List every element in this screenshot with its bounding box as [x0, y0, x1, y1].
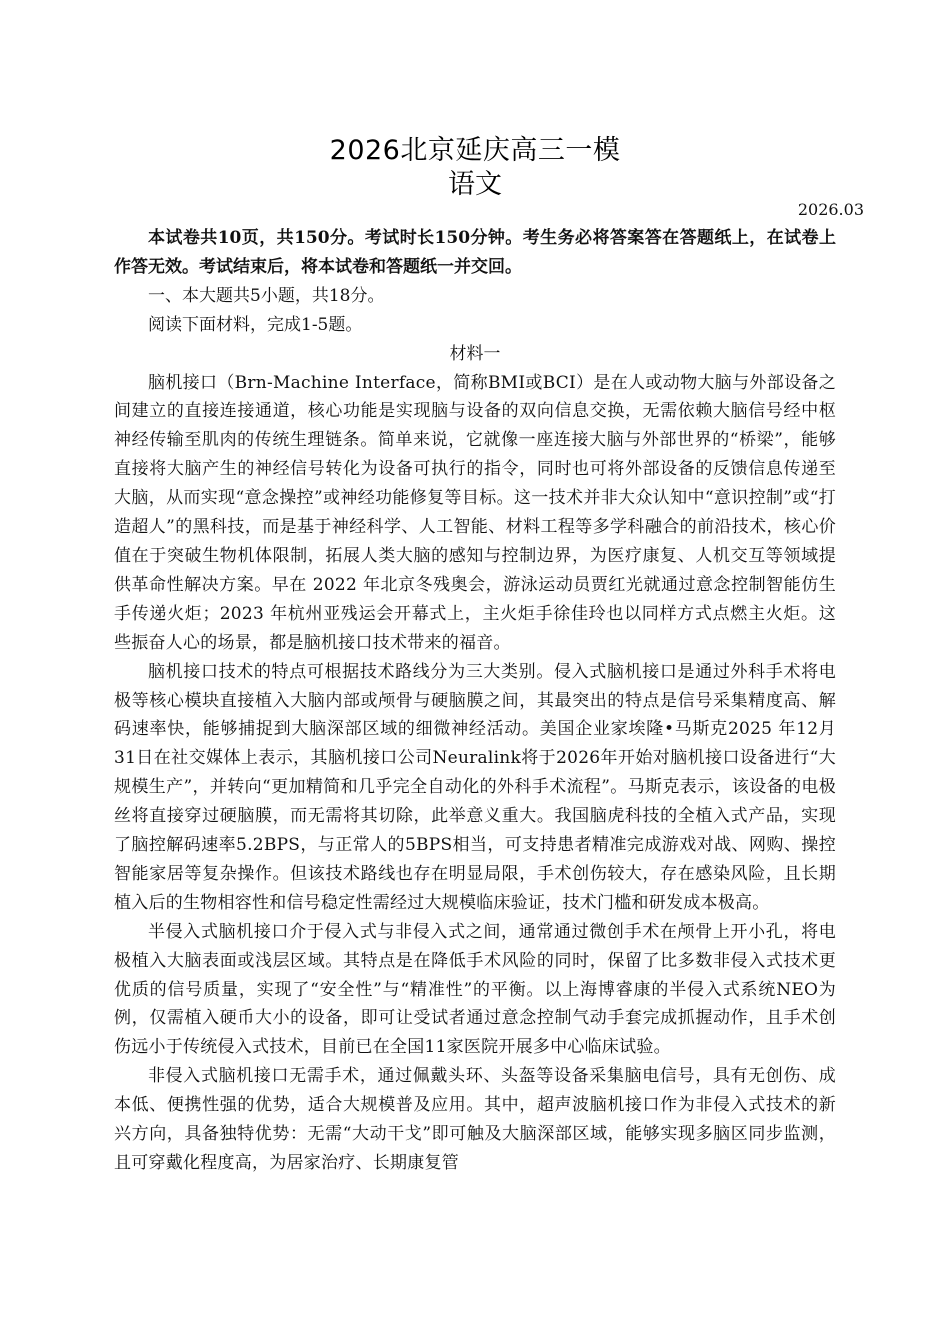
subject-title: 语文: [448, 169, 502, 200]
paragraph-2: 脑机接口技术的特点可根据技术路线分为三大类别。侵入式脑机接口是通过外科手术将电极等核心模块直接植入大脑内部或颅骨与硬脑膜之间，其最突出的特点是信号采集精度高、解码速率快，能够捕捉到大脑深部区域的细微神经活动。美国企业家埃隆•马斯克2025 年12月31日在社交媒体上表示，其脑机接口公司Neuralink将于2026年开始对脑机接口设备进行“大规模生产”，并转向“更加精简和几乎完全自动化的外科手术流程”。马斯克表示，该设备的电极丝将直接穿过硬脑膜，而无需将其切除，此举意义重大。我国脑虎科技的全植入式产品，实现了脑控解码速率5.2BPS，与正常人的5BPS相当，可支持患者精准完成游戏对战、网购、操控智能家居等复杂操作。但该技术路线也存在明显局限，手术创伤较大，存在感染风险，且长期植入后的生物相容性和信号稳定性需经过大规模临床验证，技术门槛和研发成本极高。: [114, 661, 836, 913]
paragraph-4: 非侵入式脑机接口无需手术，通过佩戴头环、头盔等设备采集脑电信号，具有无创伤、成本低、便携性强的优势，适合大规模普及应用。其中，超声波脑机接口作为非侵入式技术的新兴方向，具备独特优势：无需“大动干戈”即可触及大脑深部区域，能够实现多脑区同步监测，且可穿戴化程度高，为居家治疗、长期康复管: [114, 1066, 836, 1173]
paragraph-3: 半侵入式脑机接口介于侵入式与非侵入式之间，通常通过微创手术在颅骨上开小孔，将电极植入大脑表面或浅层区域。其特点是在降低手术风险的同时，保留了比多数非侵入式技术更优质的信号质量，实现了“安全性”与“精准性”的平衡。以上海博睿康的半侵入式系统NEO为例，仅需植入硬币大小的设备，即可让受试者通过意念控制气动手套完成抓握动作，且手术创伤远小于传统侵入式技术，目前已在全国11家医院开展多中心临床试验。: [114, 921, 836, 1058]
exam-date: 2026.03: [797, 200, 864, 219]
exam-title: 2026北京延庆高三一模: [329, 135, 621, 166]
exam-notice: 本试卷共10页，共150分。考试时长150分钟。考生务必将答案答在答题纸上，在试卷上作答无效。考试结束后，将本试卷和答题纸一并交回。: [114, 228, 836, 277]
material-title: 材料一: [449, 343, 501, 364]
reading-instruction: 阅读下面材料，完成1-5题。: [148, 314, 363, 335]
section-heading: 一、本大题共5小题，共18分。: [148, 285, 385, 306]
exam-content: [114, 224, 836, 1178]
paragraph-1: 脑机接口（Brn-Machine Interface，简称BMI或BCI）是在人或动物大脑与外部设备之间建立的直接连接通道，核心功能是实现脑与设备的双向信息交换，无需依赖大脑信号经中枢神经传输至肌肉的传统生理链条。简单来说，它就像一座连接大脑与外部世界的“桥梁”，能够直接将大脑产生的神经信号转化为设备可执行的指令，同时也可将外部设备的反馈信息传递至大脑，从而实现“意念操控”或神经功能修复等目标。这一技术并非大众认知中“意识控制”或“打造超人”的黑科技，而是基于神经科学、人工智能、材料工程等多学科融合的前沿技术，核心价值在于突破生物机体限制，拓展人类大脑的感知与控制边界，为医疗康复、人机交互等领域提供革命性解决方案。早在 2022 年北京冬残奥会，游泳运动员贾红光就通过意念控制智能仿生手传递火炬；2023 年杭州亚残运会开幕式上，主火炬手徐佳玲也以同样方式点燃主火炬。这些振奋人心的场景，都是脑机接口技术带来的福音。: [114, 372, 836, 653]
